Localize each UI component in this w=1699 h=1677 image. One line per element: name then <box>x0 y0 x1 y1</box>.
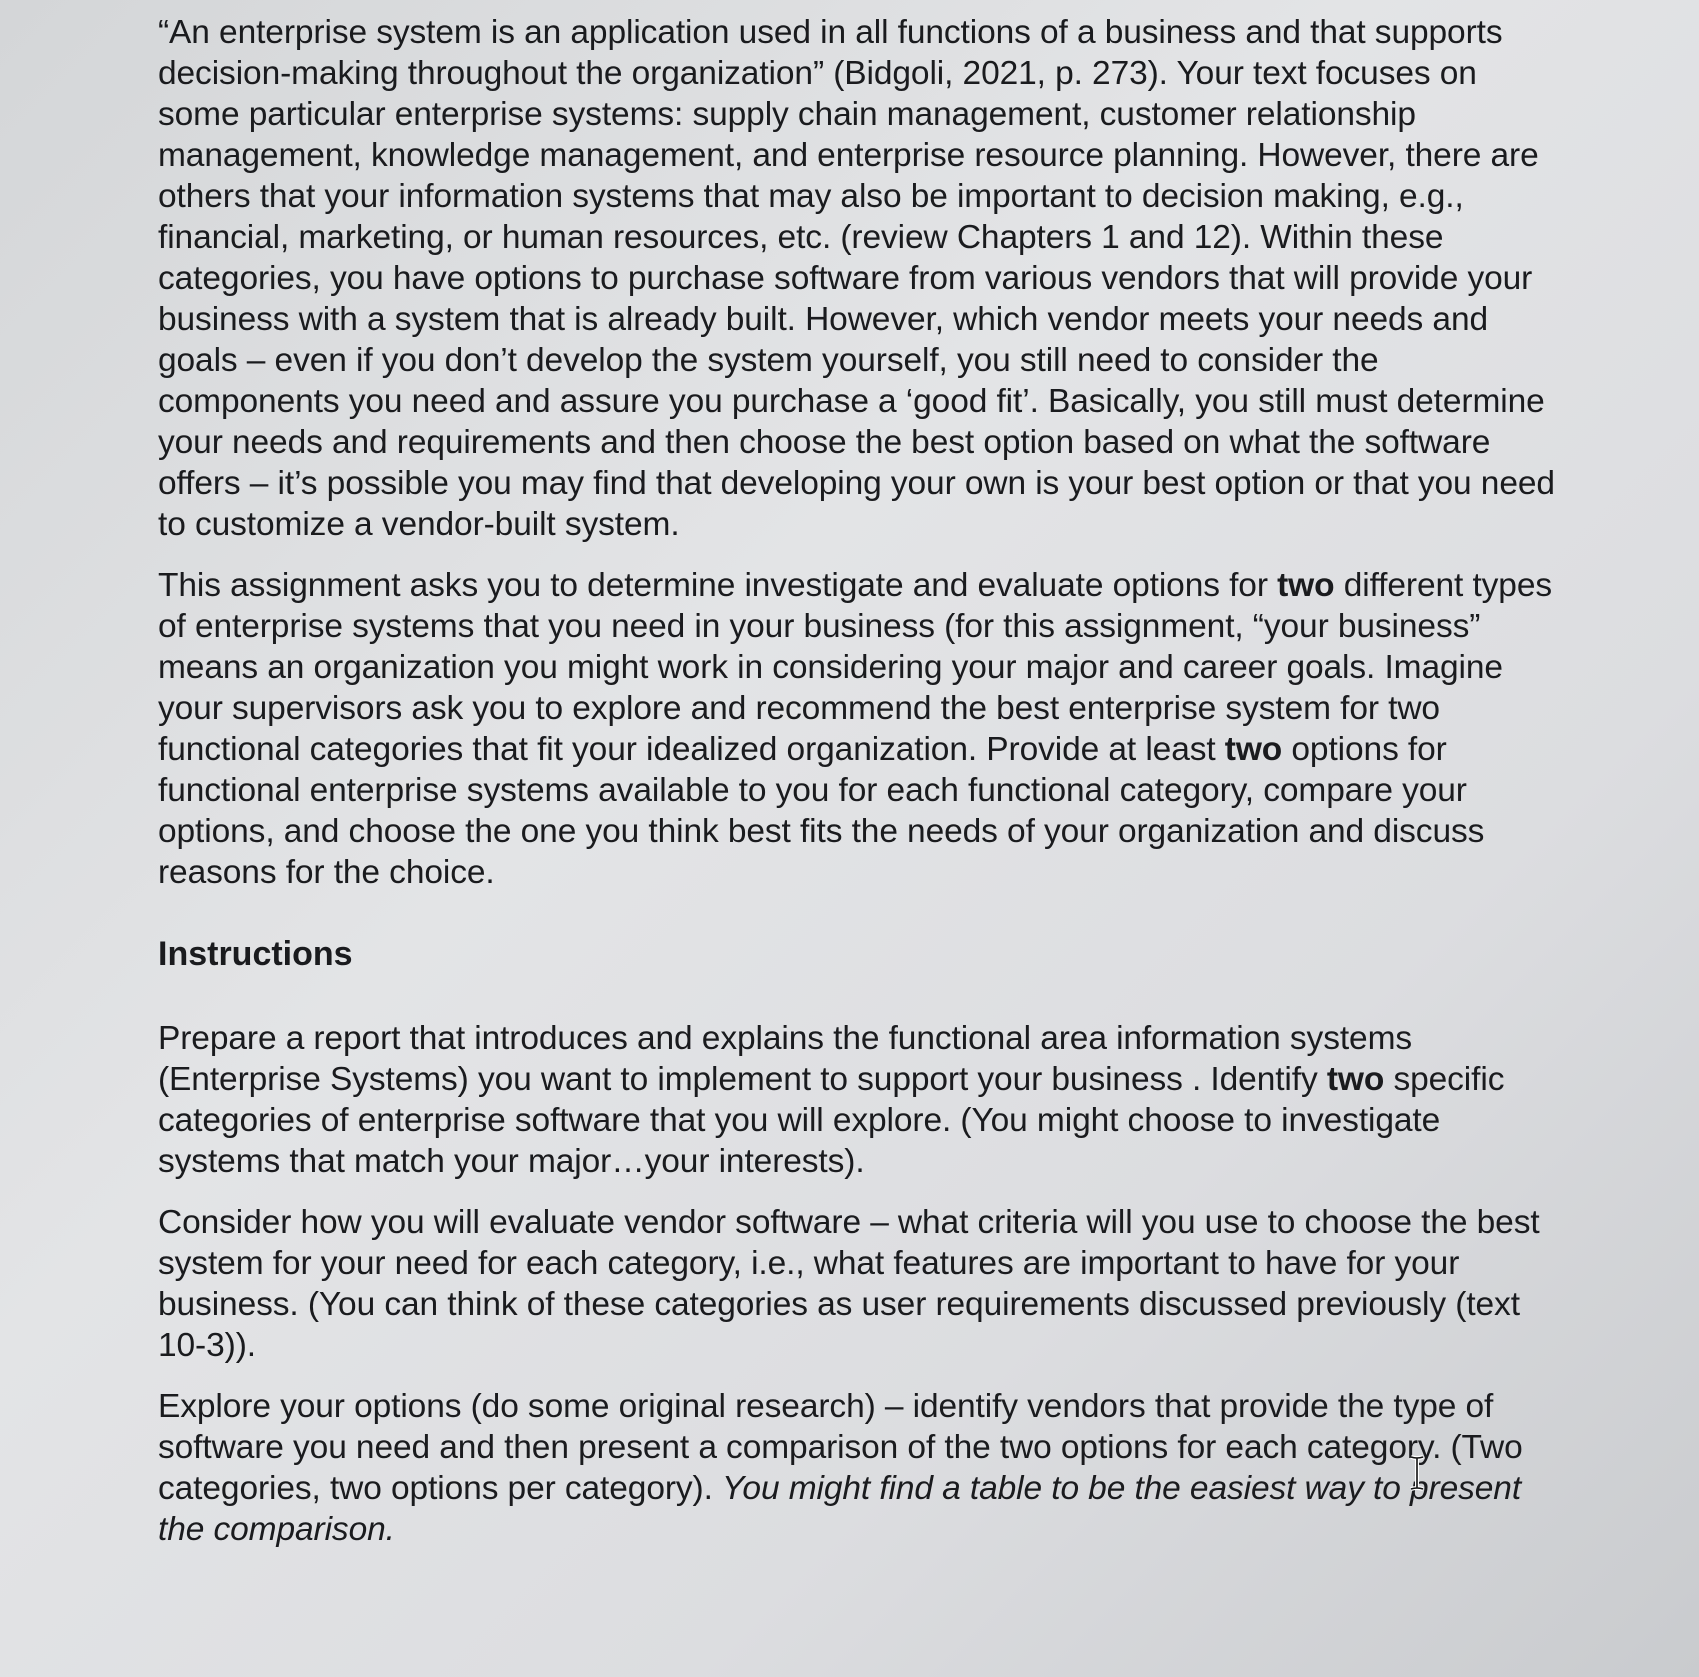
assignment-text-2: different types of enterprise systems that you need in your business (for this assignment, “your business” means an organization you might work in considering your major and career goals. Imagine your supervisors ask you to explore and recommend the best enterprise system for two functional categories that fit your idealized organization. Provide at least <box>158 567 1553 768</box>
prepare-report-paragraph <box>158 1018 1558 1182</box>
explore-italic-text: You might find a table to be the easiest way to present the comparison. <box>158 1470 1522 1548</box>
assignment-bold-two-2: two <box>1224 731 1283 768</box>
explore-text: Explore your options (do some original research) – identify vendors that provide the type of software you need and then present a comparison of the two options for each category. (Two categories, two options per category). <box>158 1388 1523 1507</box>
document-page <box>158 12 1558 1570</box>
evaluate-paragraph: Consider how you will evaluate vendor software – what criteria will you use to choose the best system for your need for each category, i.e., what features are important to have for your business. (You can think of these categories as user requirements discussed previously (text 10-3)). <box>158 1204 1540 1364</box>
explore-paragraph <box>158 1386 1558 1550</box>
assignment-text-1: This assignment asks you to determine investigate and evaluate options for <box>158 567 1278 604</box>
text-cursor-icon <box>1409 1455 1425 1491</box>
prepare-text-2: specific categories of enterprise software that you will explore. (You might choose to investigate systems that match your major…your interests). <box>158 1061 1505 1180</box>
assignment-paragraph <box>158 565 1558 893</box>
prepare-bold-two: two <box>1326 1061 1385 1098</box>
prepare-text-1: Prepare a report that introduces and explains the functional area information systems (Enterprise Systems) you want to implement to support your business . Identify <box>158 1020 1413 1098</box>
assignment-text-3: options for functional enterprise systems available to you for each functional category, compare your options, and choose the one you think best fits the needs of your organization and discuss reasons for the choice. <box>158 731 1485 891</box>
intro-paragraph: “An enterprise system is an application used in all functions of a business and that supports decision-making throughout the organization” (Bidgoli, 2021, p. 273). Your text focuses on some particular enterprise systems: supply chain management, customer relationship management, knowledge management, and enterprise resource planning. However, there are others that your information systems that may also be important to decision making, e.g., financial, marketing, or human resources, etc. (review Chapters 1 and 12). Within these categories, you have options to purchase software from various vendors that will provide your business with a system that is already built. However, which vendor meets your needs and goals – even if you don’t develop the system yourself, you still need to consider the components you need and assure you purchase a ‘good fit’. Basically, you still must determine your needs and requirements and then choose the best option based on what the software offers – it’s possible you may find that developing your own is your best option or that you need to customize a vendor-built system. <box>158 14 1555 543</box>
instructions-heading: Instructions <box>158 935 353 973</box>
assignment-bold-two-1: two <box>1277 567 1335 604</box>
